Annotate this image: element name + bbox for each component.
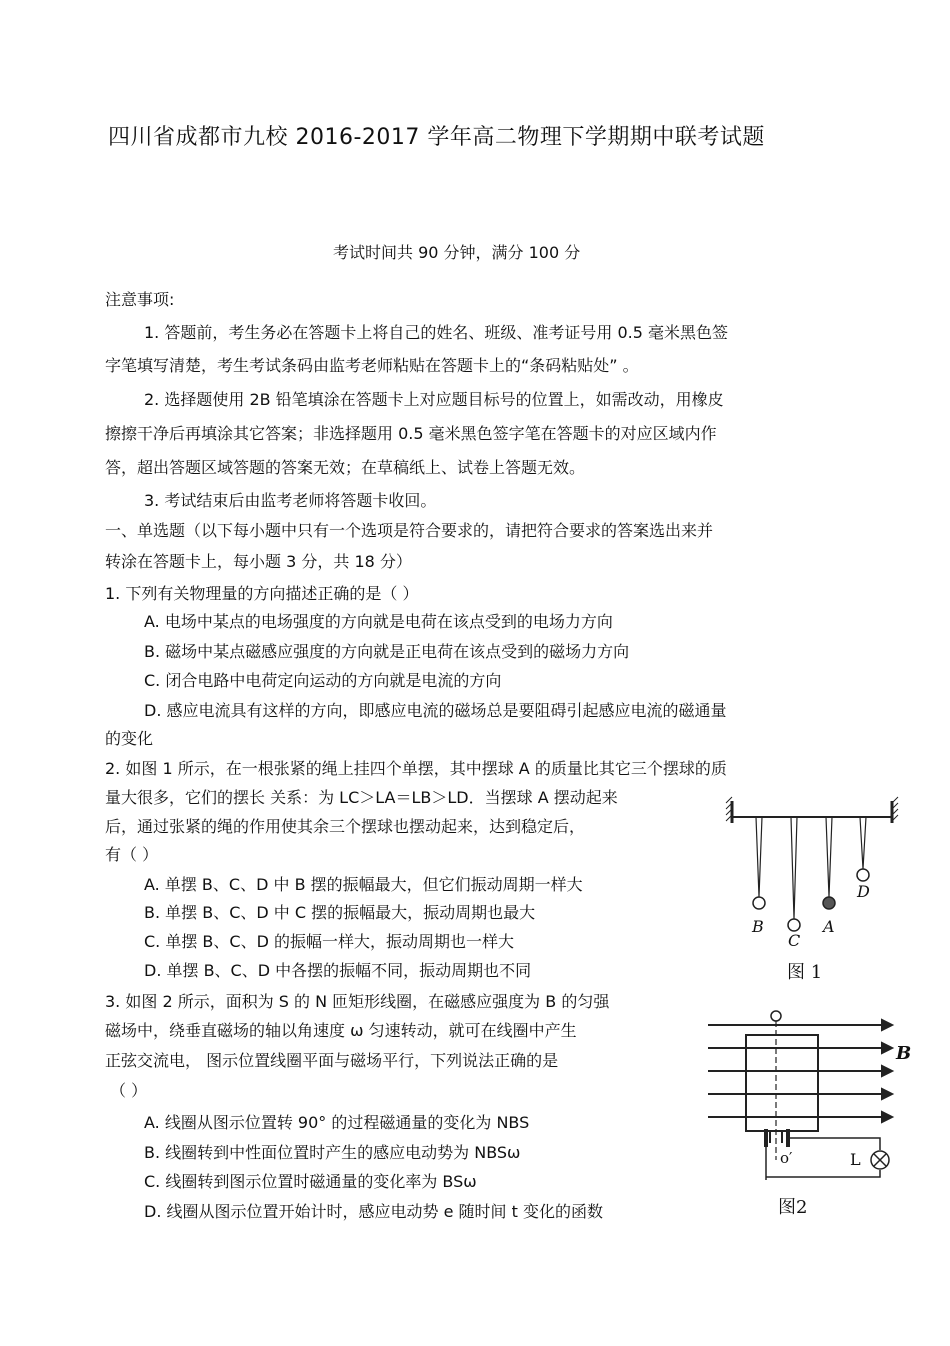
q3-option-b: B. 线圈转到中性面位置时产生的感应电动势为 NBSω [144, 1143, 521, 1162]
q1-option-a: A. 电场中某点的电场强度的方向就是电荷在该点受到的电场力方向 [144, 612, 613, 631]
q3-option-c: C. 线圈转到图示位置时磁通量的变化率为 BSω [144, 1172, 477, 1191]
q3-stem-line-2: 磁场中，绕垂直磁场的轴以角速度 ω 匀速转动，就可在线圈中产生 [105, 1021, 577, 1040]
notes-heading: 注意事项: [105, 290, 175, 309]
q2-option-a: A. 单摆 B、C、D 中 B 摆的振幅最大，但它们振动周期一样大 [144, 875, 583, 894]
pendulum-diagram [722, 795, 902, 945]
coil-diagram [706, 1005, 916, 1180]
note-3-line-1: 3. 考试结束后由监考老师将答题卡收回。 [144, 491, 437, 510]
figure-2-caption: 图2 [778, 1197, 808, 1218]
q3-stem-line-3: 正弦交流电， 图示位置线圈平面与磁场平行，下列说法正确的是 [105, 1051, 559, 1070]
pendulum-label-d: D [857, 882, 870, 901]
q1-option-d-cont: 的变化 [105, 729, 154, 748]
q2-option-d: D. 单摆 B、C、D 中各摆的振幅不同，振动周期也不同 [144, 961, 532, 980]
note-2-line-2: 擦擦干净后再填涂其它答案；非选择题用 0.5 毫米黑色签字笔在答题卡的对应区域内作 [105, 424, 717, 443]
page-title: 四川省成都市九校 2016-2017 学年高二物理下学期期中联考试题 [108, 125, 765, 150]
q1-stem: 1. 下列有关物理量的方向描述正确的是（ ） [105, 584, 419, 603]
figure-1-caption: 图 1 [787, 962, 823, 983]
pendulum-label-c: C [788, 931, 801, 950]
figure-2-coil [706, 1005, 916, 1180]
q3-stem-line-4: （ ） [110, 1081, 148, 1100]
lamp-label: L [850, 1150, 861, 1169]
q2-option-c: C. 单摆 B、C、D 的振幅一样大，振动周期也一样大 [144, 932, 514, 951]
note-2-line-3: 答，超出答题区域答题的答案无效；在草稿纸上、试卷上答题无效。 [105, 458, 586, 477]
pendulum-label-a: A [823, 917, 835, 936]
q3-option-a: A. 线圈从图示位置转 90° 的过程磁通量的变化为 NBS [144, 1113, 530, 1132]
q2-stem-line-4: 有（ ） [105, 845, 159, 864]
q1-option-b: B. 磁场中某点磁感应强度的方向就是正电荷在该点受到的磁场力方向 [144, 642, 630, 661]
q1-option-d: D. 感应电流具有这样的方向，即感应电流的磁场总是要阻碍引起感应电流的磁通量 [144, 701, 727, 720]
q2-stem-line-2: 量大很多，它们的摆长 关系：为 LC＞LA＝LB＞LD．当摆球 A 摆动起来 [105, 788, 618, 807]
section-1-heading-line-2: 转涂在答题卡上，每小题 3 分，共 18 分） [105, 552, 412, 571]
field-label-b: B [896, 1043, 912, 1064]
section-1-heading: 一、单选题（以下每小题中只有一个选项是符合要求的，请把符合要求的答案选出来并 [105, 521, 714, 540]
axis-label: o′ [780, 1149, 793, 1167]
note-1-line-1: 1. 答题前，考生务必在答题卡上将自己的姓名、班级、准考证号用 0.5 毫米黑色签 [144, 323, 728, 342]
q2-stem-line-1: 2. 如图 1 所示，在一根张紧的绳上挂四个单摆，其中摆球 A 的质量比其它三个摆球的质 [105, 759, 727, 778]
q2-stem-line-3: 后，通过张紧的绳的作用使其余三个摆球也摆动起来，达到稳定后， [105, 817, 586, 836]
note-1-line-2: 字笔填写清楚，考生考试条码由监考老师粘贴在答题卡上的“条码粘贴处” 。 [105, 356, 639, 375]
q3-stem-line-1: 3. 如图 2 所示，面积为 S 的 N 匝矩形线圈，在磁感应强度为 B 的匀强 [105, 992, 610, 1011]
exam-info: 考试时间共 90 分钟，满分 100 分 [333, 243, 581, 262]
q1-option-c: C. 闭合电路中电荷定向运动的方向就是电流的方向 [144, 671, 502, 690]
pendulum-label-b: B [752, 917, 764, 936]
q3-option-d: D. 线圈从图示位置开始计时，感应电动势 e 随时间 t 变化的函数 [144, 1202, 603, 1221]
note-2-line-1: 2. 选择题使用 2B 铅笔填涂在答题卡上对应题目标号的位置上，如需改动，用橡皮 [144, 390, 724, 409]
figure-1-pendulums [722, 795, 902, 950]
q2-option-b: B. 单摆 B、C、D 中 C 摆的振幅最大，振动周期也最大 [144, 903, 536, 922]
